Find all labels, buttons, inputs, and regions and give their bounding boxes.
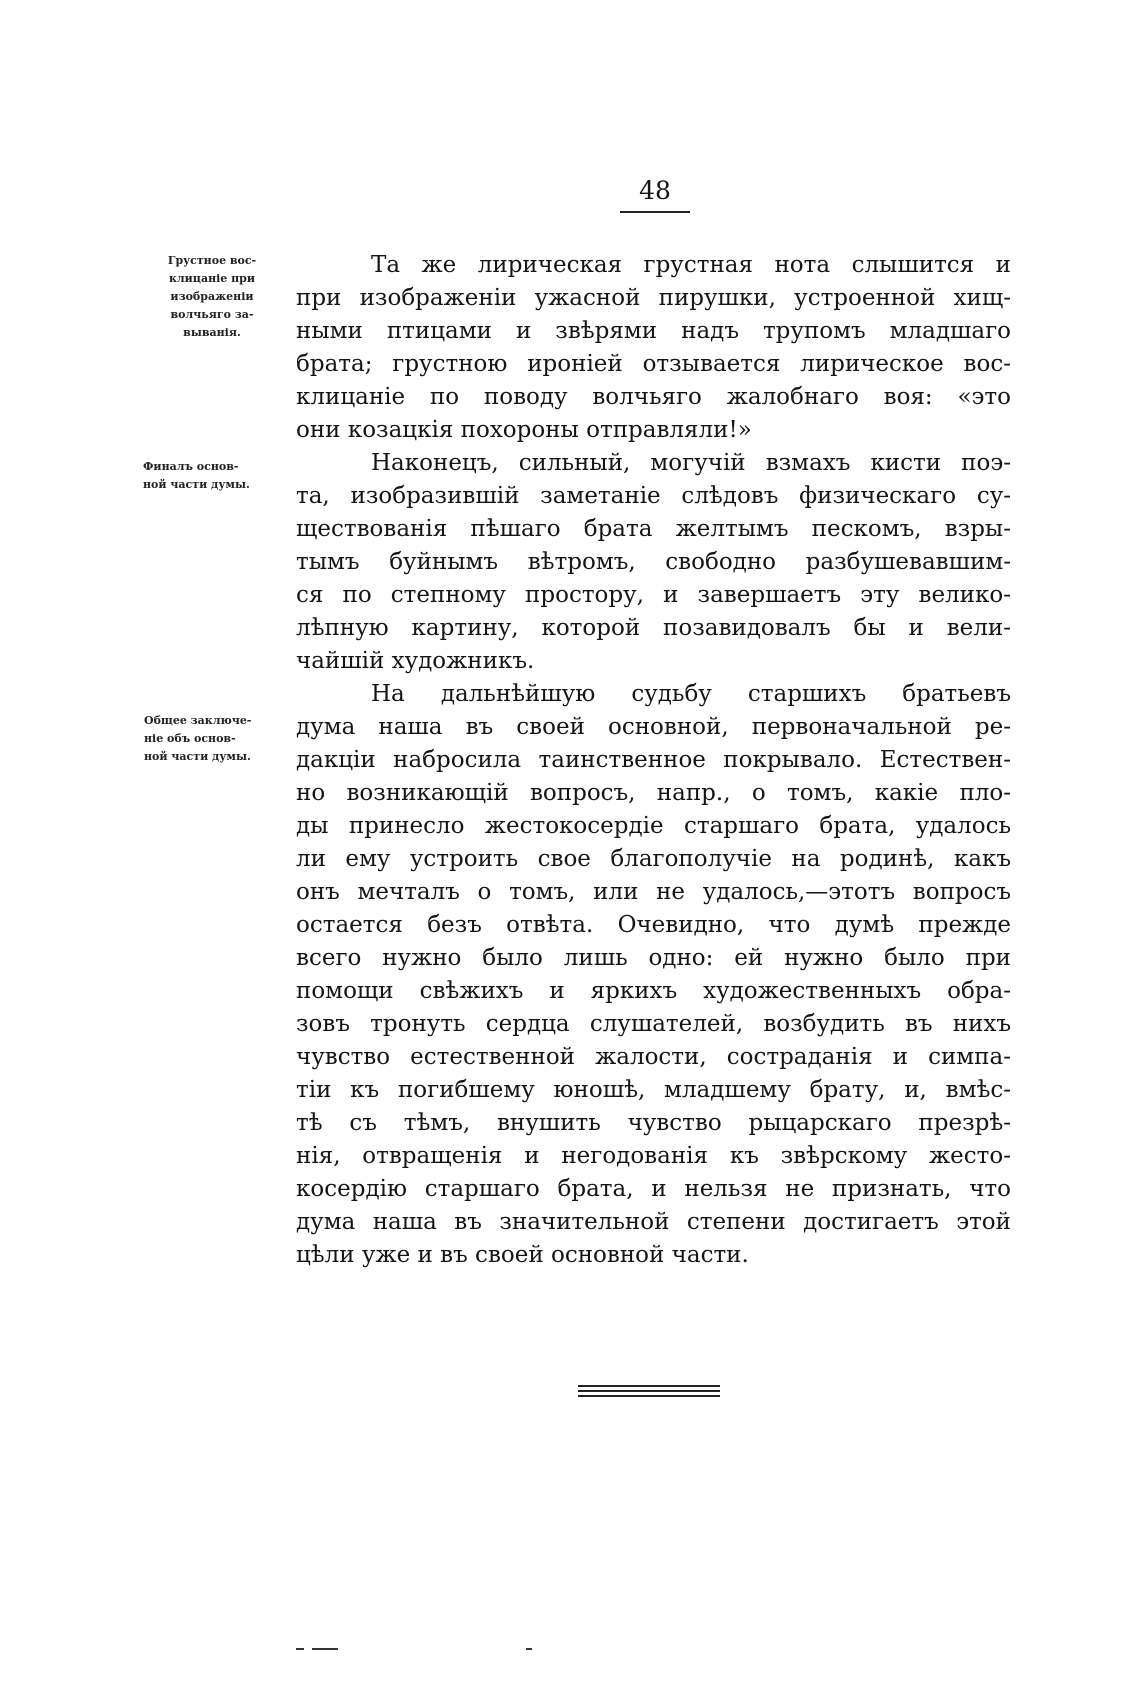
margin-note-finale — [143, 458, 283, 494]
margin-note-lament — [142, 252, 282, 342]
text-line: ли ему устроить свое благополучіе на родинѣ, какъ — [296, 846, 1011, 872]
text-line: та, изобразившій заметаніе слѣдовъ физическаго су- — [296, 483, 1011, 509]
text-line: дума наша въ своей основной, первоначальной ре- — [296, 714, 1011, 740]
text-line: тымъ буйнымъ вѣтромъ, свободно разбушевавшим- — [296, 549, 1011, 575]
text-line: клицаніе по поводу волчьяго жалобнаго воя: «это — [296, 384, 1011, 410]
text-line: На дальнѣйшую судьбу старшихъ братьевъ — [371, 681, 1011, 707]
text-line: но возникающій вопросъ, напр., о томъ, какіе пло- — [296, 780, 1011, 806]
text-line: Наконецъ, сильный, могучій взмахъ кисти поэ- — [371, 450, 1011, 476]
text-line: дакціи набросила таинственное покрывало. Естествен- — [296, 747, 1011, 773]
margin-note-line: изображеніи — [170, 290, 254, 303]
text-line: помощи свѣжихъ и яркихъ художественныхъ обра- — [296, 978, 1011, 1004]
text-line: тіи къ погибшему юношѣ, младшему брату, и, вмѣс- — [296, 1077, 1011, 1103]
margin-note-line: Общее заключе- — [144, 714, 252, 727]
text-line: тѣ съ тѣмъ, внушить чувство рыцарскаго презрѣ- — [296, 1110, 1011, 1136]
page-number-underline — [620, 211, 690, 213]
text-line: всего нужно было лишь одно: ей нужно было при — [296, 945, 1011, 971]
text-line: они козацкія похороны отправляли!» — [296, 417, 752, 443]
margin-note-line: ной части думы. — [143, 478, 250, 491]
text-line: цѣли уже и въ своей основной части. — [296, 1242, 749, 1268]
scan-speck — [312, 1648, 338, 1650]
text-line: дума наша въ значительной степени достигаетъ этой — [296, 1209, 1011, 1235]
text-line: ществованія пѣшаго брата желтымъ пескомъ, взры- — [296, 516, 1011, 542]
end-of-section-rule — [578, 1385, 720, 1400]
margin-note-line: Финалъ основ- — [143, 460, 239, 473]
margin-note-line: ной части думы. — [144, 750, 251, 763]
text-line: ды принесло жестокосердіе старшаго брата, удалось — [296, 813, 1011, 839]
text-line: нія, отвращенія и негодованія къ звѣрскому жесто- — [296, 1143, 1011, 1169]
margin-note-line: выванія. — [183, 326, 241, 339]
text-line: ся по степному простору, и завершаетъ эту велико- — [296, 582, 1011, 608]
text-line: онъ мечталъ о томъ, или не удалось,—этотъ вопросъ — [296, 879, 1011, 905]
margin-note-line: Грустное вос- — [167, 254, 257, 267]
text-line: Та же лирическая грустная нота слышится и — [371, 252, 1011, 278]
text-line: брата; грустною ироніей отзывается лирическое вос- — [296, 351, 1011, 377]
margin-note-line: ніе объ основ- — [144, 732, 236, 745]
margin-note-line: волчьяго за- — [170, 308, 254, 321]
text-line: зовъ тронуть сердца слушателей, возбудить въ нихъ — [296, 1011, 1011, 1037]
scan-speck — [296, 1648, 304, 1650]
text-line: при изображеніи ужасной пирушки, устроенной хищ- — [296, 285, 1011, 311]
text-line: косердію старшаго брата, и нельзя не признать, что — [296, 1176, 1011, 1202]
text-line: ными птицами и звѣрями надъ трупомъ младшаго — [296, 318, 1011, 344]
text-line: остается безъ отвѣта. Очевидно, что думѣ прежде — [296, 912, 1011, 938]
margin-note-conclusion — [144, 712, 284, 766]
text-line: лѣпную картину, которой позавидовалъ бы и вели- — [296, 615, 1011, 641]
text-line: чайшій художникъ. — [296, 648, 535, 674]
scan-speck — [526, 1648, 532, 1650]
text-line: чувство естественной жалости, состраданія и симпа- — [296, 1044, 1011, 1070]
page-number: 48 — [639, 176, 671, 205]
margin-note-line: клицаніе при — [168, 272, 256, 285]
